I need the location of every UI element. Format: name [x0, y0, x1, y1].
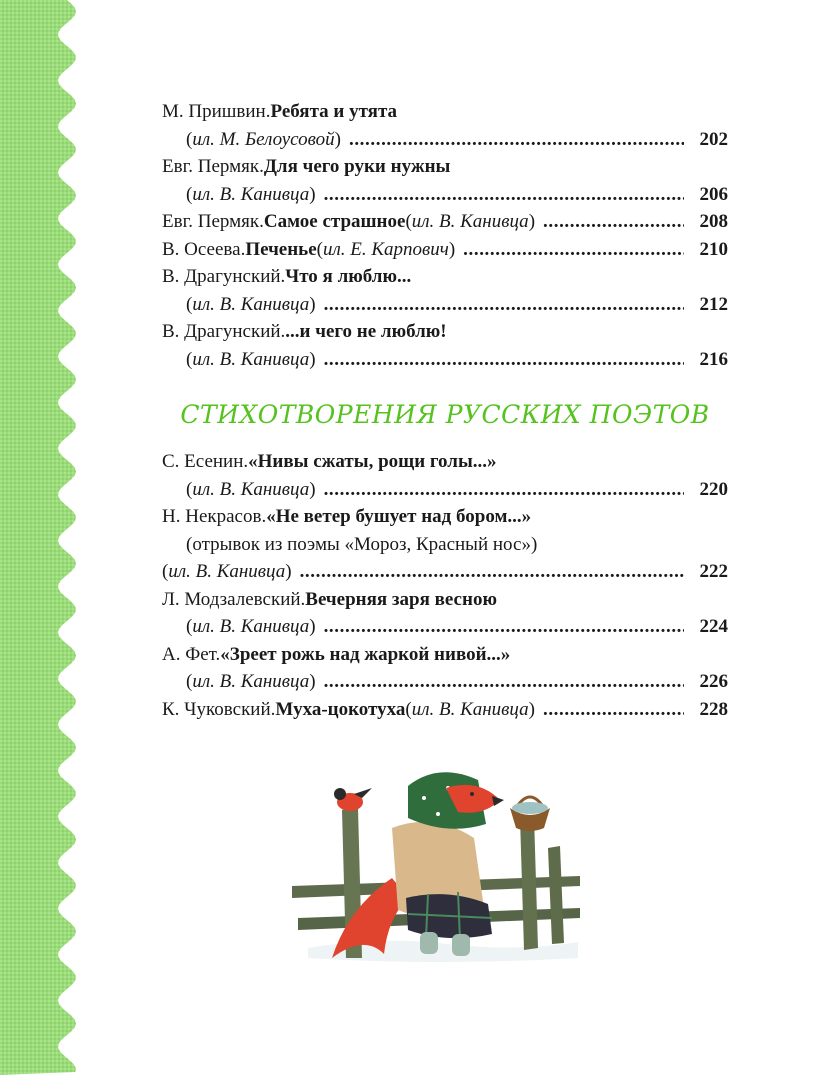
section-title: СТИХОТВОРЕНИЯ РУССКИХ ПОЭТОВ	[180, 400, 710, 429]
toc-text: В. Осеева.	[162, 238, 246, 260]
toc-illustrator: ил. В. Канивца	[192, 348, 310, 370]
toc-text: (	[186, 478, 193, 500]
toc-entry	[162, 641, 728, 696]
toc-work-title: Что я люблю...	[285, 266, 412, 287]
toc-line	[162, 613, 728, 641]
toc-line	[162, 263, 728, 291]
toc-text: К. Чуковский.	[162, 698, 276, 720]
toc-work-title: ...и чего не люблю!	[285, 321, 447, 342]
toc-work-title: «Нивы сжаты, рощи голы...»	[248, 451, 497, 472]
toc-line	[162, 208, 728, 236]
toc-text: )	[448, 238, 456, 260]
toc-entry	[162, 98, 728, 153]
toc-work-title: «Не ветер бушует над бором...»	[266, 506, 532, 527]
toc-page-number: 226	[699, 671, 728, 692]
toc-text: (отрывок из поэмы «Мороз, Красный нос»)	[186, 533, 538, 555]
toc-dot-leader	[324, 613, 684, 641]
toc-text: (	[186, 293, 193, 315]
toc-text: )	[309, 348, 316, 370]
toc-line	[162, 641, 728, 669]
toc-line	[162, 291, 728, 319]
toc-text: В. Драгунский.	[162, 321, 286, 342]
toc-text: )	[528, 211, 536, 232]
toc-page-number: 216	[699, 348, 728, 370]
toc-entry	[162, 503, 728, 586]
toc-text: )	[309, 293, 316, 315]
toc-line	[162, 503, 728, 531]
toc-dot-leader	[324, 346, 684, 374]
toc-entry	[162, 318, 728, 373]
toc-entry	[162, 208, 728, 236]
toc-illustrator: ил. В. Канивца	[192, 671, 310, 692]
toc-text: )	[309, 616, 316, 637]
toc-text: )	[309, 478, 316, 500]
toc-page-number: 208	[699, 211, 728, 232]
toc-dot-leader	[324, 291, 684, 319]
toc-line	[162, 558, 728, 586]
toc-text: )	[334, 128, 341, 150]
toc-text: (	[186, 616, 193, 637]
toc-work-title: Ребята и утята	[270, 101, 398, 122]
toc-text: Евг. Пермяк.	[162, 211, 264, 232]
toc-entry	[162, 448, 728, 503]
toc-text: (	[186, 128, 193, 150]
toc-line	[162, 531, 728, 559]
toc-line	[162, 696, 728, 724]
toc-entry	[162, 696, 728, 724]
toc-page-number: 222	[699, 561, 728, 582]
toc-entry	[162, 263, 728, 318]
toc-page-number: 224	[699, 616, 728, 637]
toc-text: )	[309, 183, 316, 205]
toc-text: )	[309, 671, 316, 692]
toc-illustrator: ил. В. Канивца	[411, 211, 529, 232]
toc-illustrator: ил. В. Канивца	[192, 183, 310, 205]
toc-work-title: Для чего руки нужны	[263, 156, 451, 177]
toc-text: )	[285, 561, 292, 582]
toc-text: Евг. Пермяк.	[162, 156, 264, 177]
toc-dot-leader	[543, 208, 684, 236]
toc-text: (	[405, 698, 412, 720]
toc-dot-leader	[324, 476, 684, 504]
toc-page-number: 210	[699, 238, 728, 260]
toc-text: (	[316, 238, 323, 260]
toc-work-title: Печенье	[245, 238, 317, 260]
decorative-wavy-border	[0, 0, 90, 1075]
toc-text: (	[405, 211, 412, 232]
fox-on-fence-illustration	[288, 758, 588, 978]
toc-text: М. Пришвин.	[162, 101, 271, 122]
toc-illustrator: ил. Е. Карпович	[323, 238, 449, 260]
toc-text: Н. Некрасов.	[162, 506, 267, 527]
toc-dot-leader	[349, 126, 684, 154]
toc-line	[162, 476, 728, 504]
toc-line	[162, 346, 728, 374]
toc-illustrator: ил. В. Канивца	[192, 293, 310, 315]
toc-line	[162, 98, 728, 126]
toc-illustrator: ил. М. Белоусовой	[192, 128, 335, 150]
toc-line	[162, 153, 728, 181]
toc-illustrator: ил. В. Канивца	[192, 478, 310, 500]
toc-line	[162, 126, 728, 154]
toc-entry	[162, 236, 728, 264]
toc-text: Л. Модзалевский.	[162, 588, 306, 610]
toc-dot-leader	[463, 236, 684, 264]
toc-text: (	[162, 561, 169, 582]
toc-dot-leader	[300, 558, 684, 586]
toc-page-number: 206	[699, 183, 728, 205]
toc-line	[162, 668, 728, 696]
toc-line	[162, 236, 728, 264]
toc-page-number: 220	[699, 478, 728, 500]
toc-line	[162, 181, 728, 209]
toc-dot-leader	[324, 668, 684, 696]
toc-work-title: «Зреет рожь над жаркой нивой...»	[220, 643, 511, 665]
toc-work-title: Муха-цокотуха	[275, 698, 406, 720]
toc-entry	[162, 586, 728, 641]
toc-text: (	[186, 348, 193, 370]
toc-work-title: Самое страшное	[263, 211, 406, 232]
toc-entry	[162, 153, 728, 208]
toc-line	[162, 448, 728, 476]
toc-dot-leader	[324, 181, 684, 209]
toc-work-title: Вечерняя заря весною	[305, 588, 497, 610]
toc-text: В. Драгунский.	[162, 266, 286, 287]
toc-text: С. Есенин.	[162, 451, 249, 472]
toc-page-number: 212	[699, 293, 728, 315]
toc-page-number: 228	[699, 698, 728, 720]
toc-illustrator: ил. В. Канивца	[168, 561, 286, 582]
toc-dot-leader	[543, 696, 684, 724]
table-of-contents-top	[162, 98, 728, 373]
toc-text: (	[186, 671, 193, 692]
toc-line	[162, 586, 728, 614]
toc-text: )	[528, 698, 535, 720]
toc-text: А. Фет.	[162, 643, 221, 665]
toc-illustrator: ил. В. Канивца	[411, 698, 529, 720]
toc-line	[162, 318, 728, 346]
toc-text: (	[186, 183, 193, 205]
toc-page-number: 202	[699, 128, 728, 150]
table-of-contents-bottom	[162, 448, 728, 723]
toc-illustrator: ил. В. Канивца	[192, 616, 310, 637]
